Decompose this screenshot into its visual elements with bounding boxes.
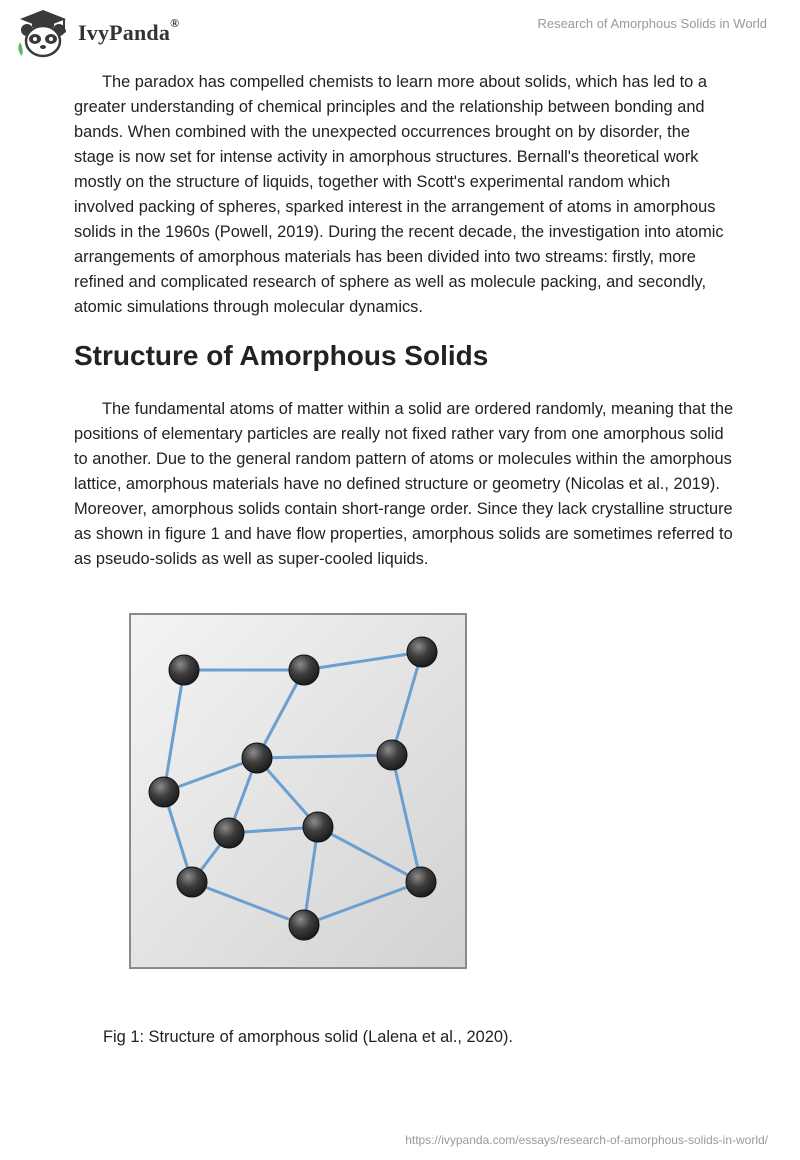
- ivypanda-logo-icon[interactable]: [14, 8, 72, 60]
- paragraph-2: The fundamental atoms of matter within a solid are ordered randomly, meaning that the positions of elementary particles are really not fixed rather vary from one amorphous solid to another. Due to the general random pattern of atoms or molecules within the amorphous lattice, amorphous materials have no defined structure or geometry (Nicolas et al., 2019). Moreover, amorphous solids contain short-range order. Since they lack crystalline structure as shown in figure 1 and have flow properties, amorphous solids are sometimes referred to as pseudo-solids as well as super-cooled liquids.: [74, 400, 734, 568]
- atom-node: [289, 655, 319, 685]
- page-header: [0, 0, 800, 70]
- atom-node: [407, 637, 437, 667]
- atom-node: [406, 867, 436, 897]
- figure-caption: Fig 1: Structure of amorphous solid (Lalena et al., 2020).: [103, 1028, 513, 1046]
- atom-node: [149, 777, 179, 807]
- brand-name[interactable]: IvyPanda®: [78, 16, 180, 45]
- atom-node: [169, 655, 199, 685]
- atom-node: [177, 867, 207, 897]
- atom-node: [242, 743, 272, 773]
- figure-amorphous-structure: [128, 612, 470, 972]
- atom-node: [303, 812, 333, 842]
- section-heading: Structure of Amorphous Solids: [74, 340, 489, 371]
- figure-svg: [128, 612, 470, 972]
- footer-url-link[interactable]: https://ivypanda.com/essays/research-of-amorphous-solids-in-world/: [405, 1133, 768, 1147]
- atom-node: [377, 740, 407, 770]
- atom-node: [289, 910, 319, 940]
- document-title: Research of Amorphous Solids in World: [537, 16, 767, 31]
- paragraph-1: The paradox has compelled chemists to learn more about solids, which has led to a greater understanding of chemical principles and the relationship between bonding and bands. When combined with the unexpected occurrences brought on by disorder, the stage is now set for intense activity in amorphous structures. Bernall's theoretical work mostly on the structure of liquids, together with Scott's experimental random which involved packing of spheres, sparked interest in the arrangement of atoms in amorphous solids in the 1960s (Powell, 2019). During the recent decade, the investigation into atomic arrangements of amorphous materials has been divided into two streams: firstly, more refined and complicated research of sphere as well as molecule packing, and secondly, atomic simulations through molecular dynamics.: [74, 73, 724, 316]
- atom-node: [214, 818, 244, 848]
